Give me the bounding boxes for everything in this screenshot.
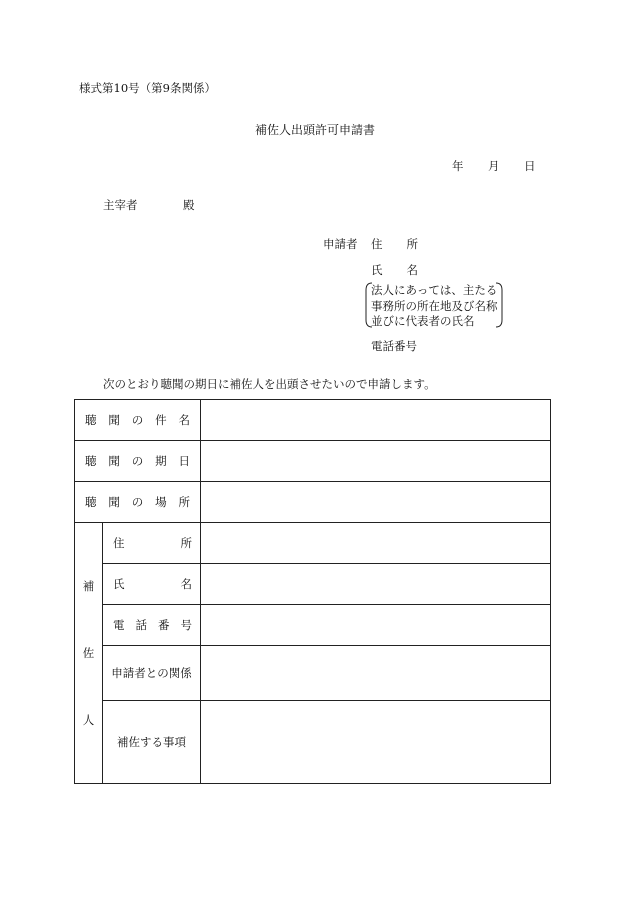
hearing-date-label: 聴 聞 の 期 日: [75, 441, 201, 482]
addressee-name: 主宰者: [103, 198, 138, 212]
hearing-case-name-label: 聴 聞 の 件 名: [75, 400, 201, 441]
table-row: [75, 605, 551, 646]
assistance-matters-label: 補佐する事項: [103, 701, 201, 784]
assistant-name-label: 氏 名: [103, 564, 201, 605]
table-row: [75, 701, 551, 784]
assistance-matters-field[interactable]: [201, 701, 551, 784]
hearing-date-field[interactable]: [201, 441, 551, 482]
assistant-address-label: 住 所: [103, 523, 201, 564]
applicant-label: 申請者: [323, 237, 358, 251]
table-row: [75, 441, 551, 482]
intro-text: 次のとおり聴聞の期日に補佐人を出頭させたいので申請します。: [103, 377, 436, 391]
applicant-address-label: 住 所: [371, 237, 418, 251]
corporate-note-line: 事務所の所在地及び名称: [371, 298, 498, 313]
table-row: [75, 523, 551, 564]
relationship-label: 申請者との関係: [103, 646, 201, 701]
form-number: 様式第10号（第9条関係）: [79, 81, 216, 95]
table-row: [75, 564, 551, 605]
assistant-address-field[interactable]: [201, 523, 551, 564]
assistant-group-label: 補 佐 人: [75, 523, 103, 784]
date-year-label: 年: [452, 159, 464, 173]
assistant-phone-field[interactable]: [201, 605, 551, 646]
addressee-suffix: 殿: [183, 198, 195, 212]
document-title: 補佐人出頭許可申請書: [254, 123, 375, 137]
applicant-phone-label: 電話番号: [371, 339, 417, 353]
assistant-phone-label: 電 話 番 号: [103, 605, 201, 646]
hearing-place-field[interactable]: [201, 482, 551, 523]
application-table: [74, 399, 551, 784]
corporate-note: [364, 282, 504, 328]
table-row: [75, 646, 551, 701]
assistant-name-field[interactable]: [201, 564, 551, 605]
hearing-case-name-field[interactable]: [201, 400, 551, 441]
date-day-label: 日: [524, 159, 536, 173]
date-month-label: 月: [488, 159, 500, 173]
relationship-field[interactable]: [201, 646, 551, 701]
corporate-note-line: 法人にあっては、主たる: [371, 283, 498, 297]
table-row: [75, 400, 551, 441]
corporate-note-line: 並びに代表者の氏名: [371, 314, 475, 328]
table-row: [75, 482, 551, 523]
hearing-place-label: 聴 聞 の 場 所: [75, 482, 201, 523]
applicant-name-label: 氏 名: [371, 263, 418, 277]
